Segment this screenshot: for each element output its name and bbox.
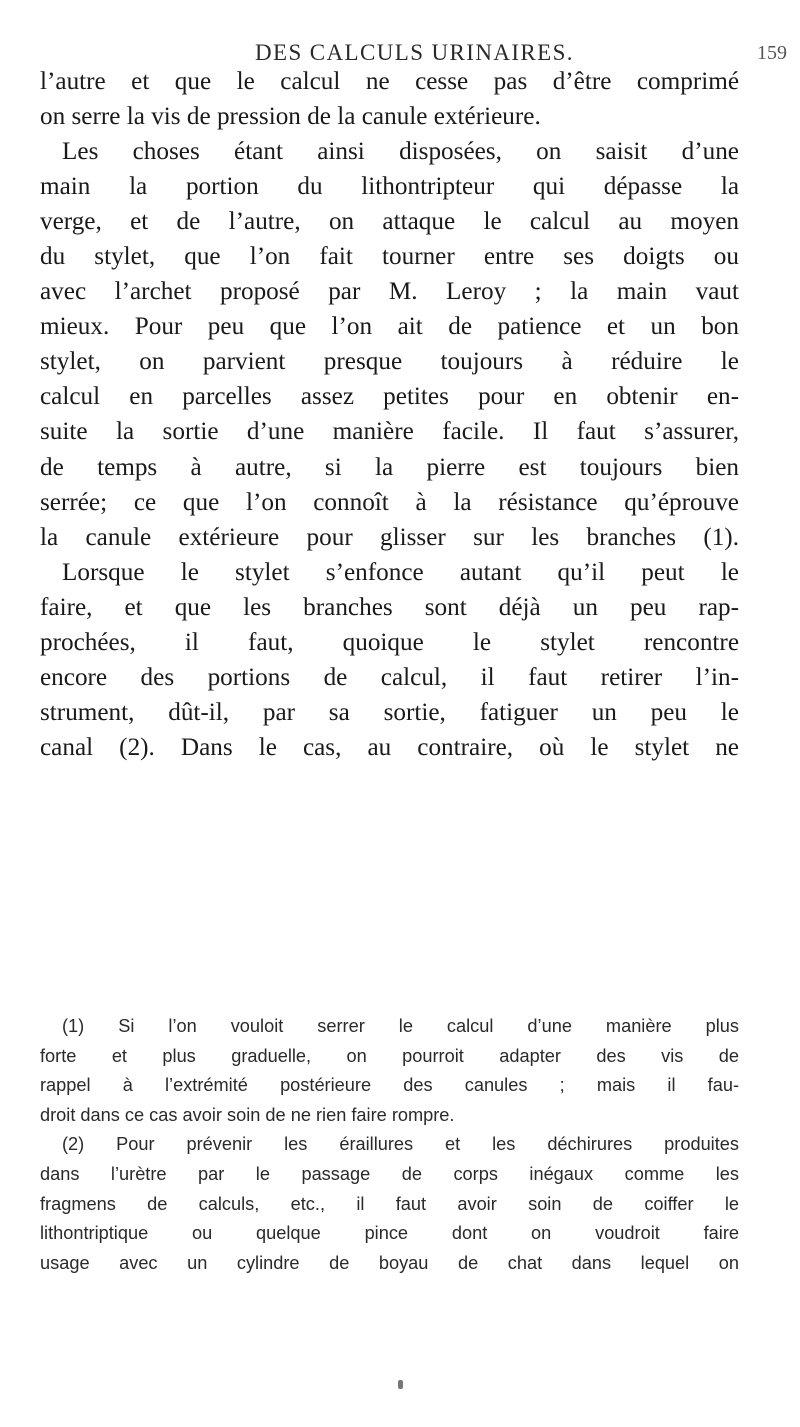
body-line: on serre la vis de pression de la canule extérieure. [40,103,541,131]
body-line: du stylet, que l’on fait tourner entre ses doigts ou [40,243,739,271]
body-line: serrée; ce que l’on connoît à la résistance qu’éprouve [40,488,739,516]
body-line: de temps à autre, si la pierre est toujours bien [40,453,739,481]
page-number: 159 [757,42,787,64]
body-line: Lorsque le stylet s’enfonce autant qu’il peut le [62,558,739,586]
footnote-line: (1) Si l’on vouloit serrer le calcul d’une manière plus [62,1016,739,1036]
footnote-line: rappel à l’extrémité postérieure des canules ; mais il fau- [40,1075,739,1096]
footnote-line: fragmens de calculs, etc., il faut avoir soin de coiffer le [40,1193,739,1214]
footnotes-block [40,1012,739,1278]
body-line: stylet, on parvient presque toujours à réduire le [40,348,739,376]
footnote-line: lithontriptique ou quelque pince dont on voudroit faire [40,1223,739,1244]
body-line: la canule extérieure pour glisser sur les branches (1). [40,523,739,551]
body-line: calcul en parcelles assez petites pour en obtenir en- [40,383,739,411]
body-line: Les choses étant ainsi disposées, on saisit d’une [62,138,739,166]
footnote-line: forte et plus graduelle, on pourroit adapter des vis de [40,1045,739,1066]
body-line: faire, et que les branches sont déjà un peu rap- [40,593,739,621]
ink-speck [398,1380,403,1389]
body-line: suite la sortie d’une manière facile. Il faut s’assurer, [40,418,739,446]
body-line: encore des portions de calcul, il faut retirer l’in- [40,663,739,691]
body-line: prochées, il faut, quoique le stylet rencontre [40,628,739,656]
body-line: mieux. Pour peu que l’on ait de patience et un bon [40,313,739,341]
footnote-line: usage avec un cylindre de boyau de chat dans lequel on [40,1252,739,1273]
footnote-line: dans l’urètre par le passage de corps inégaux comme les [40,1163,739,1184]
body-line: main la portion du lithontripteur qui dépasse la [40,173,739,201]
main-text-block [40,64,739,765]
running-head-title: DES CALCULS URINAIRES. [255,40,574,65]
body-line: avec l’archet proposé par M. Leroy ; la main vaut [40,278,739,306]
body-line: strument, dût-il, par sa sortie, fatiguer un peu le [40,698,739,726]
body-line: l’autre et que le calcul ne cesse pas d’être comprimé [40,68,739,95]
footnote-line: (2) Pour prévenir les éraillures et les déchirures produites [62,1134,739,1155]
footnote-line: droit dans ce cas avoir soin de ne rien faire rompre. [40,1104,455,1125]
body-line: verge, et de l’autre, on attaque le calcul au moyen [40,208,739,236]
body-line: canal (2). Dans le cas, au contraire, où le stylet ne [40,733,739,761]
